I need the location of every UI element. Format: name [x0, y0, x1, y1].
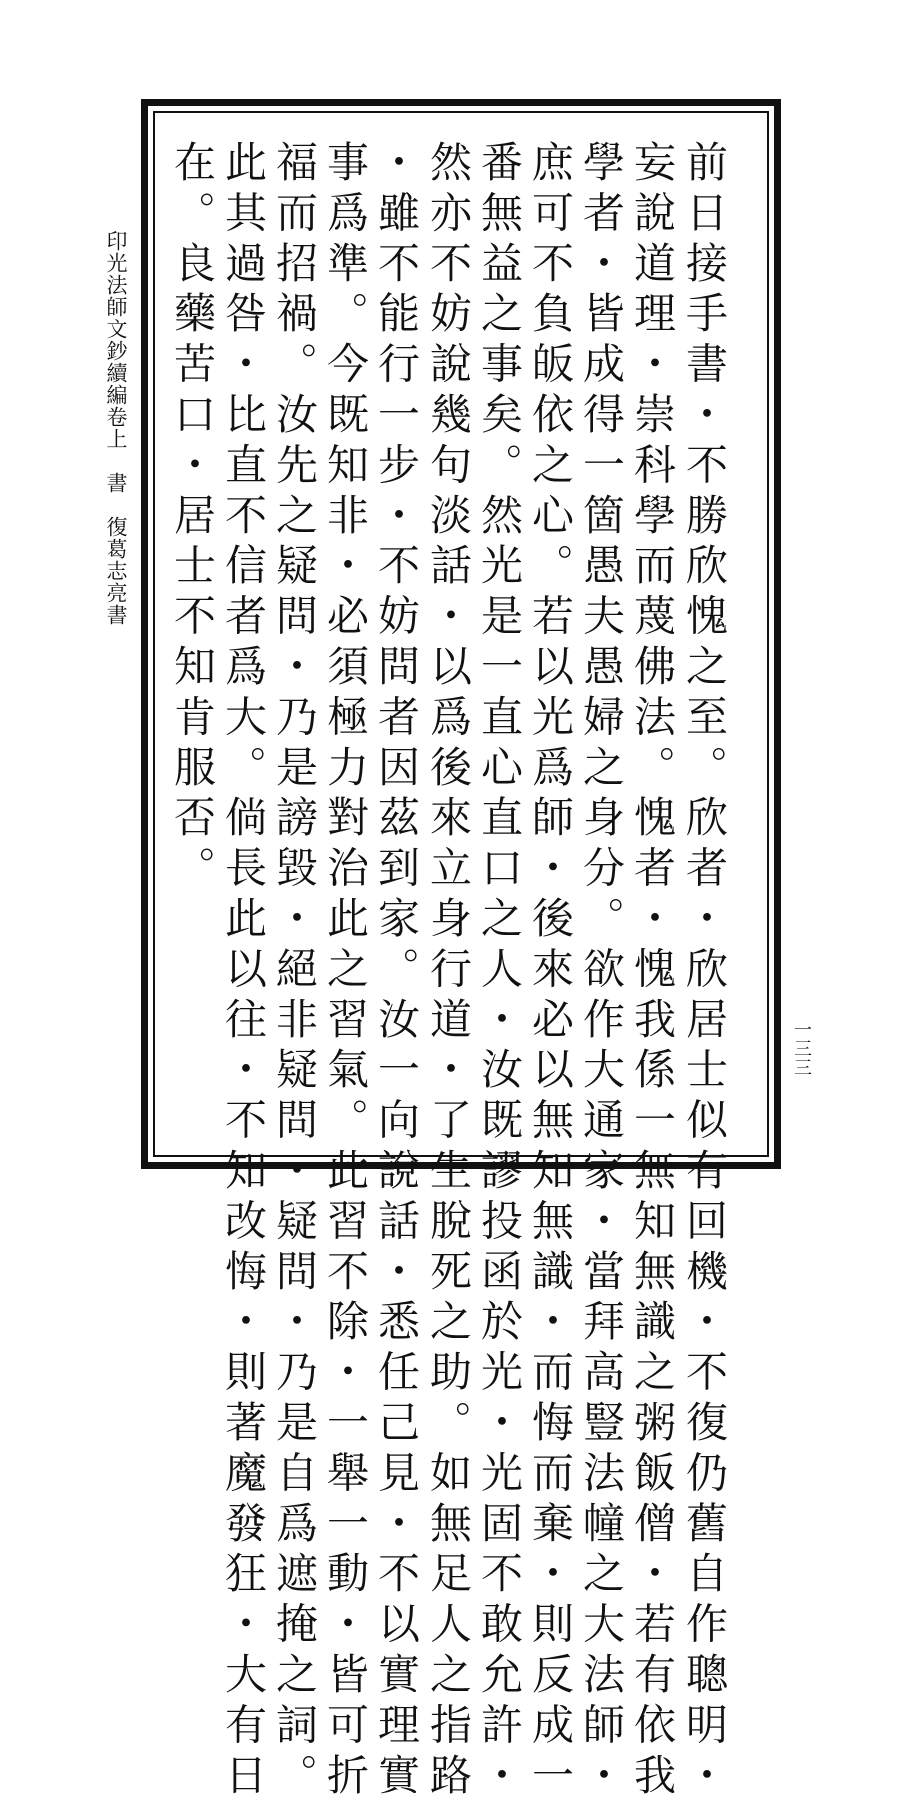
- text-column: 在。良藥苦口・居士不知肯服否。: [168, 140, 217, 896]
- running-header: 印光法師文鈔續編卷上 書 復葛志亮書: [104, 230, 128, 626]
- page-number: 一三三: [791, 1020, 812, 1077]
- text-column: 福而招禍。汝先之疑問・乃是謗毀・絕非疑問・疑問・乃是自爲遮掩之詞。: [270, 140, 319, 1803]
- text-column: 然亦不妨說幾句淡話・以爲後來立身行道・了生脫死之助。如無足人之指路: [424, 140, 473, 1803]
- text-column: ・雖不能行一步・不妨問者因茲到家。汝一向說話・悉任己見・不以實理實: [372, 140, 421, 1803]
- text-column: 庶可不負皈依之心。若以光爲師・後來必以無知無識・而悔而棄・則反成一: [526, 140, 575, 1803]
- text-column: 前日接手書・不勝欣愧之至。欣者・欣居士似有回機・不復仍舊自作聰明・: [680, 140, 729, 1803]
- text-column: 此其過咎・比直不信者爲大。倘長此以往・不知改悔・則著魔發狂・大有日: [219, 140, 268, 1803]
- main-text-block: [165, 140, 730, 1803]
- text-column: 學者・皆成得一箇愚夫愚婦之身分。欲作大通家・當拜高豎法幢之大法師・: [577, 140, 626, 1803]
- text-column: 番無益之事矣。然光是一直心直口之人・汝既謬投函於光・光固不敢允許・: [475, 140, 524, 1803]
- text-column: 事爲準。今既知非・必須極力對治此之習氣。此習不除・一舉一動・皆可折: [321, 140, 370, 1803]
- text-column: 妄說道理・崇科學而蔑佛法。愧者・愧我係一無知無識之粥飯僧・若有依我: [628, 140, 677, 1803]
